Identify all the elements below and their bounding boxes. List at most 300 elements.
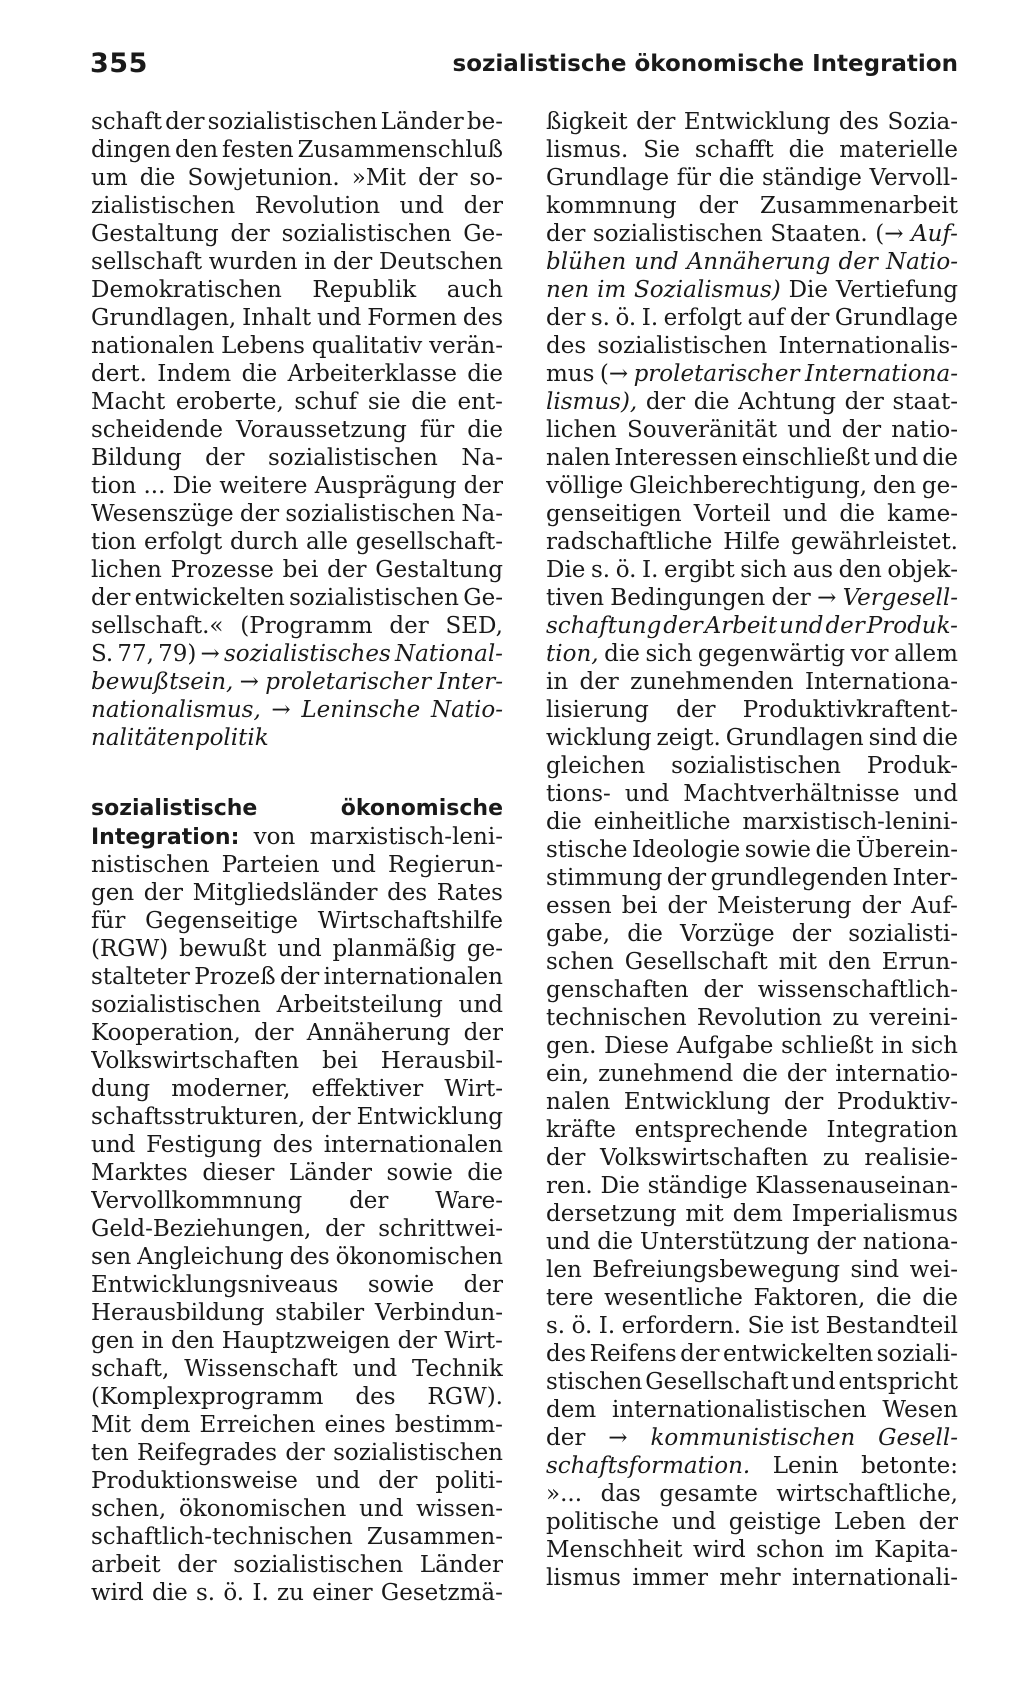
word: Indem <box>157 361 232 387</box>
word: sich <box>911 1033 958 1059</box>
word: Ge- <box>463 221 503 247</box>
cross-reference: tion, <box>546 641 599 667</box>
word: dem <box>546 1397 597 1423</box>
word: mus <box>546 361 595 387</box>
word: der <box>786 1061 827 1087</box>
cross-reference: kommunistischen <box>650 1425 856 1451</box>
word: immer <box>632 1565 708 1591</box>
word: ö. <box>615 305 637 331</box>
text-line <box>546 668 958 696</box>
word: mehr <box>719 1565 781 1591</box>
word: der <box>546 1425 586 1451</box>
cross-reference: und <box>779 613 824 639</box>
word: gabe, <box>546 921 611 947</box>
text-line <box>546 136 958 164</box>
word: (Komplexprogramm <box>91 1384 324 1410</box>
word: Befreiungsbewegung <box>592 1257 841 1283</box>
word: wei- <box>909 1257 958 1283</box>
word: Formen <box>367 305 457 331</box>
text-line <box>546 1284 958 1312</box>
word: um <box>91 165 128 191</box>
word: Vertiefung <box>835 277 958 303</box>
word: dem <box>140 1412 191 1438</box>
word: Gesellschaft <box>624 949 768 975</box>
word: der <box>636 109 676 135</box>
word: gleichen <box>546 753 646 779</box>
text-line <box>91 360 503 388</box>
word: erfordern. <box>621 1313 742 1339</box>
word: natio- <box>891 417 958 443</box>
word: festen <box>222 137 294 163</box>
cross-reference: schaftung <box>546 613 662 639</box>
text-line <box>546 1088 958 1116</box>
text-line <box>91 416 503 444</box>
word: Arbeitsteilung <box>276 992 443 1018</box>
word: Revolution <box>254 193 381 219</box>
word: genseitigen <box>546 501 682 527</box>
word: 77, <box>117 641 154 667</box>
word: schließt <box>781 1033 874 1059</box>
word: S. <box>91 641 114 667</box>
word: Sie <box>747 1313 785 1339</box>
word: und <box>913 781 958 807</box>
word: 79) <box>158 641 197 667</box>
word: sozialistischen <box>285 501 456 527</box>
word: der <box>667 893 707 919</box>
text-line <box>91 1159 503 1187</box>
word: schen, <box>91 1496 167 1522</box>
word: len <box>546 1257 582 1283</box>
text-line <box>91 556 503 584</box>
text-line <box>91 724 503 752</box>
word: internationalistischen <box>611 1397 867 1423</box>
text-line <box>546 1256 958 1284</box>
word: Ware- <box>435 1188 503 1214</box>
word: Gesetzmä- <box>380 1580 503 1606</box>
text-line <box>546 192 958 220</box>
word: bei <box>282 557 319 583</box>
word: der <box>918 1509 958 1535</box>
word: die <box>875 1285 912 1311</box>
word: der <box>325 1216 365 1242</box>
word: Sie <box>643 137 680 163</box>
word: der <box>177 1552 217 1578</box>
word: Produktiv- <box>836 1089 958 1115</box>
word: Auf- <box>911 893 958 919</box>
word: den <box>827 949 871 975</box>
word: Gleichberechtigung, <box>629 473 868 499</box>
word: des <box>355 1384 396 1410</box>
text-line <box>546 1060 958 1088</box>
right-column <box>546 108 958 1592</box>
word: Revolution <box>696 1005 823 1031</box>
word: sozialistischen <box>91 992 261 1018</box>
text-line <box>546 1032 958 1060</box>
word: Republik <box>312 277 417 303</box>
cross-reference: Sozialismus) <box>634 277 781 303</box>
word: Regierun- <box>387 852 503 878</box>
word: be- <box>466 109 503 135</box>
word: planmäßig <box>332 936 457 962</box>
word: marxistisch-lenini- <box>742 809 958 835</box>
text-line <box>546 1564 958 1592</box>
word: ge- <box>921 473 958 499</box>
word: bei <box>621 893 658 919</box>
word: soziali- <box>876 1341 958 1367</box>
word: Vervollkommnung <box>91 1188 303 1214</box>
word: tere <box>546 1285 594 1311</box>
word: der <box>418 165 458 191</box>
word: Mit <box>91 1412 132 1438</box>
text-line <box>546 1200 958 1228</box>
text-line <box>91 1131 503 1159</box>
text-line <box>91 220 503 248</box>
entry-headword: sozialistische <box>91 796 258 821</box>
word: sozialisti- <box>848 921 958 947</box>
word: ent- <box>457 389 503 415</box>
word: Ideologie <box>632 837 741 863</box>
word: ist <box>790 1313 820 1339</box>
word: Länder <box>380 109 464 135</box>
text-line <box>91 1495 503 1523</box>
word: gesamte <box>659 1481 758 1507</box>
word: sozialistischen <box>289 585 459 611</box>
word: für <box>676 165 712 191</box>
cross-reference: sozialistisches <box>223 641 391 667</box>
word: Sozia- <box>887 109 958 135</box>
word: in <box>881 1033 904 1059</box>
word: Unterstützung <box>639 1229 810 1255</box>
word: Herausbildung <box>91 1300 265 1326</box>
word: Sowjetunion. <box>187 165 340 191</box>
word: Wirtschaftshilfe <box>317 908 503 934</box>
text-line <box>546 892 958 920</box>
word: eines <box>324 1412 386 1438</box>
word: nationalen <box>91 333 215 359</box>
word: der <box>165 109 205 135</box>
word: → <box>200 641 220 667</box>
left-column <box>91 108 503 1607</box>
word: entwickelten <box>134 585 285 611</box>
text-line <box>546 500 958 528</box>
text-line <box>546 836 958 864</box>
word: völlige <box>546 473 624 499</box>
word: der <box>378 1468 418 1494</box>
word: schaftsstrukturen, <box>91 1104 306 1130</box>
word: Reifens <box>589 1341 677 1367</box>
word: der <box>680 1341 720 1367</box>
text-line <box>546 584 958 612</box>
text-line <box>91 1019 503 1047</box>
word: Leben <box>833 1509 906 1535</box>
word: gen <box>91 880 135 906</box>
word: und <box>91 1132 136 1158</box>
text-line <box>546 1004 958 1032</box>
text-line <box>91 1523 503 1551</box>
text-block <box>546 108 958 1592</box>
word: und <box>359 1496 404 1522</box>
word: → <box>239 669 259 695</box>
word: und <box>458 992 503 1018</box>
word: der <box>327 557 367 583</box>
text-line <box>546 752 958 780</box>
word: Menschheit <box>546 1537 683 1563</box>
text-line <box>546 1144 958 1172</box>
word: Volkswirtschaften <box>91 1048 300 1074</box>
word: der <box>771 585 811 611</box>
word: des <box>272 1132 313 1158</box>
text-line <box>91 935 503 963</box>
word: der <box>389 613 429 639</box>
word: entsprechende <box>634 1117 808 1143</box>
word: s. <box>546 1313 566 1339</box>
word: des <box>289 1244 330 1270</box>
word: Integration <box>826 1117 958 1143</box>
text-line <box>91 164 503 192</box>
word: ökonomischen <box>335 1244 503 1270</box>
word: effektiver <box>311 1076 424 1102</box>
word: in <box>304 249 327 275</box>
word: Verbindun- <box>374 1300 503 1326</box>
word: stalteter <box>91 964 190 990</box>
word: lisierung <box>546 697 649 723</box>
word: Länder <box>288 1160 373 1186</box>
word: der <box>789 305 830 331</box>
word: Ge- <box>463 585 503 611</box>
word: dem <box>732 1201 783 1227</box>
word: sozialistischen <box>268 445 438 471</box>
word: Marktes <box>91 1160 188 1186</box>
word: Bedingungen <box>610 585 766 611</box>
word: Arbeiterklasse <box>287 361 457 387</box>
word: schafft <box>694 137 774 163</box>
word: der <box>676 697 716 723</box>
word: Demokratischen <box>91 277 282 303</box>
word: die <box>788 137 825 163</box>
word: Hilfe <box>723 529 781 555</box>
word: schon <box>756 1537 825 1563</box>
word: Erreichen <box>199 1412 316 1438</box>
text-line <box>546 612 958 640</box>
entry-block <box>91 795 503 1607</box>
word: vor <box>850 641 889 667</box>
text-line <box>91 1551 503 1579</box>
text-line <box>91 795 503 823</box>
text-line <box>91 500 503 528</box>
word: der <box>546 305 586 331</box>
text-line <box>546 1396 958 1424</box>
word: der <box>861 893 901 919</box>
word: ten <box>91 1440 129 1466</box>
word: gegenwärtig <box>697 641 846 667</box>
word: sich <box>740 557 788 583</box>
text-block <box>91 108 503 752</box>
word: mit <box>778 949 818 975</box>
word: Diese <box>604 1033 669 1059</box>
text-line <box>546 304 958 332</box>
word: die <box>139 165 176 191</box>
word: Vorteil <box>693 501 771 527</box>
text-line <box>91 1299 503 1327</box>
word: alle <box>306 529 349 555</box>
word: sozialistischen <box>597 333 768 359</box>
cross-reference: nationalismus, <box>91 697 261 723</box>
word: der <box>279 964 320 990</box>
word: → <box>271 697 291 723</box>
word: und <box>277 936 322 962</box>
word: der <box>698 193 738 219</box>
word: internationalen <box>323 964 503 990</box>
word: und <box>791 1369 836 1395</box>
word: Produk- <box>866 753 958 779</box>
word: des <box>838 109 879 135</box>
text-line <box>91 879 503 907</box>
word: (→ <box>599 361 629 387</box>
text-line <box>91 332 503 360</box>
word: durch <box>230 529 299 555</box>
cross-reference: und <box>634 249 679 275</box>
word: Kooperation, <box>91 1020 241 1046</box>
word: Bildung <box>91 445 182 471</box>
word: Rates <box>436 880 503 906</box>
cross-reference: Produk- <box>866 613 958 639</box>
word: der <box>546 1145 586 1171</box>
word: Volkswirtschaften <box>600 1145 809 1171</box>
word: der <box>91 585 131 611</box>
cross-reference: Leninsche <box>301 697 421 723</box>
word: internatio- <box>835 1061 958 1087</box>
word: s. <box>195 1580 216 1606</box>
word: die <box>467 1160 503 1186</box>
text-line <box>91 1047 503 1075</box>
word: Die <box>788 277 828 303</box>
word: Hauptzweigen <box>221 1328 391 1354</box>
word: gen <box>91 1328 135 1354</box>
word: Imperialismus <box>791 1201 958 1227</box>
word: und <box>873 445 919 471</box>
word: die <box>693 389 730 415</box>
text-line <box>91 696 503 724</box>
word: ständige <box>647 1173 748 1199</box>
cross-reference: Internationa- <box>804 361 958 387</box>
word: die <box>546 809 582 835</box>
word: der <box>285 1440 325 1466</box>
word: entspricht <box>838 1369 958 1395</box>
word: Ausprägung <box>314 473 457 499</box>
word: Produktionsweise <box>91 1468 298 1494</box>
word: tion <box>91 473 137 499</box>
word: ö. <box>571 1313 593 1339</box>
word: realisie- <box>864 1145 958 1171</box>
word: der <box>546 221 586 247</box>
word: Deutschen <box>378 249 503 275</box>
word: bewußt <box>179 936 267 962</box>
word: → <box>817 585 837 611</box>
word: sozialistischen <box>233 1552 404 1578</box>
word: scheidende <box>91 417 223 443</box>
word: die <box>718 165 755 191</box>
word: I. <box>252 1580 269 1606</box>
word: der <box>254 1020 294 1046</box>
text-line <box>91 192 503 220</box>
word: SED, <box>445 613 503 639</box>
word: der <box>703 977 743 1003</box>
word: und <box>624 781 670 807</box>
word: lismus. <box>546 137 629 163</box>
word: Grundlage <box>546 165 670 191</box>
word: nistischen <box>91 852 210 878</box>
word: schaft, <box>91 1356 170 1382</box>
running-head: sozialistische ökonomische Integration <box>452 51 958 77</box>
text-line <box>546 1172 958 1200</box>
word: der <box>205 445 245 471</box>
word: sozialistischen <box>207 109 378 135</box>
word: verän- <box>429 333 503 359</box>
word: Die <box>546 557 586 583</box>
word: Klassenauseinan- <box>755 1173 958 1199</box>
word: I. <box>641 305 659 331</box>
word: die <box>411 389 447 415</box>
cross-reference: der <box>825 613 865 639</box>
word: die <box>467 361 503 387</box>
cross-reference: schaftsformation. <box>546 1453 751 1479</box>
word: stimmung <box>546 865 663 891</box>
word: auf <box>747 305 785 331</box>
text-line <box>91 528 503 556</box>
word: der <box>666 865 707 891</box>
word: der <box>783 1089 824 1115</box>
text-line <box>546 640 958 668</box>
text-line <box>91 108 503 136</box>
word: Mitgliedsländer <box>192 880 378 906</box>
word: Zusammenarbeit <box>759 193 958 219</box>
word: Prozeß <box>194 964 276 990</box>
word: Wirt- <box>444 1328 503 1354</box>
word: Faktoren, <box>753 1285 866 1311</box>
word: den <box>838 557 882 583</box>
word: zunehmend <box>598 1061 734 1087</box>
word: die <box>627 921 663 947</box>
text-line <box>546 220 958 248</box>
word: stabiler <box>275 1300 365 1326</box>
text-line <box>91 1439 503 1467</box>
text-line <box>91 823 503 851</box>
text-line <box>546 416 958 444</box>
word: internationalen <box>323 1132 503 1158</box>
word: des <box>387 880 428 906</box>
word: mit <box>685 1201 724 1227</box>
word: gewährleistet. <box>790 529 958 555</box>
word: radschaftliche <box>546 529 713 555</box>
word: sind <box>868 725 918 751</box>
word: Na- <box>461 501 503 527</box>
text-line <box>91 1411 503 1439</box>
word: Grundlage <box>834 305 958 331</box>
text-line <box>91 907 503 935</box>
word: zu <box>822 1145 850 1171</box>
text-line <box>91 304 503 332</box>
word: lismus <box>546 1565 621 1591</box>
text-line <box>546 1508 958 1536</box>
word: der <box>816 1229 856 1255</box>
word: lichen <box>91 557 162 583</box>
word: nationa- <box>862 1229 958 1255</box>
text-line <box>91 1187 503 1215</box>
word: zialistischen <box>91 193 236 219</box>
text-line <box>546 1368 958 1396</box>
word: wirtschaftliche, <box>776 1481 958 1507</box>
word: nalen <box>546 445 611 471</box>
